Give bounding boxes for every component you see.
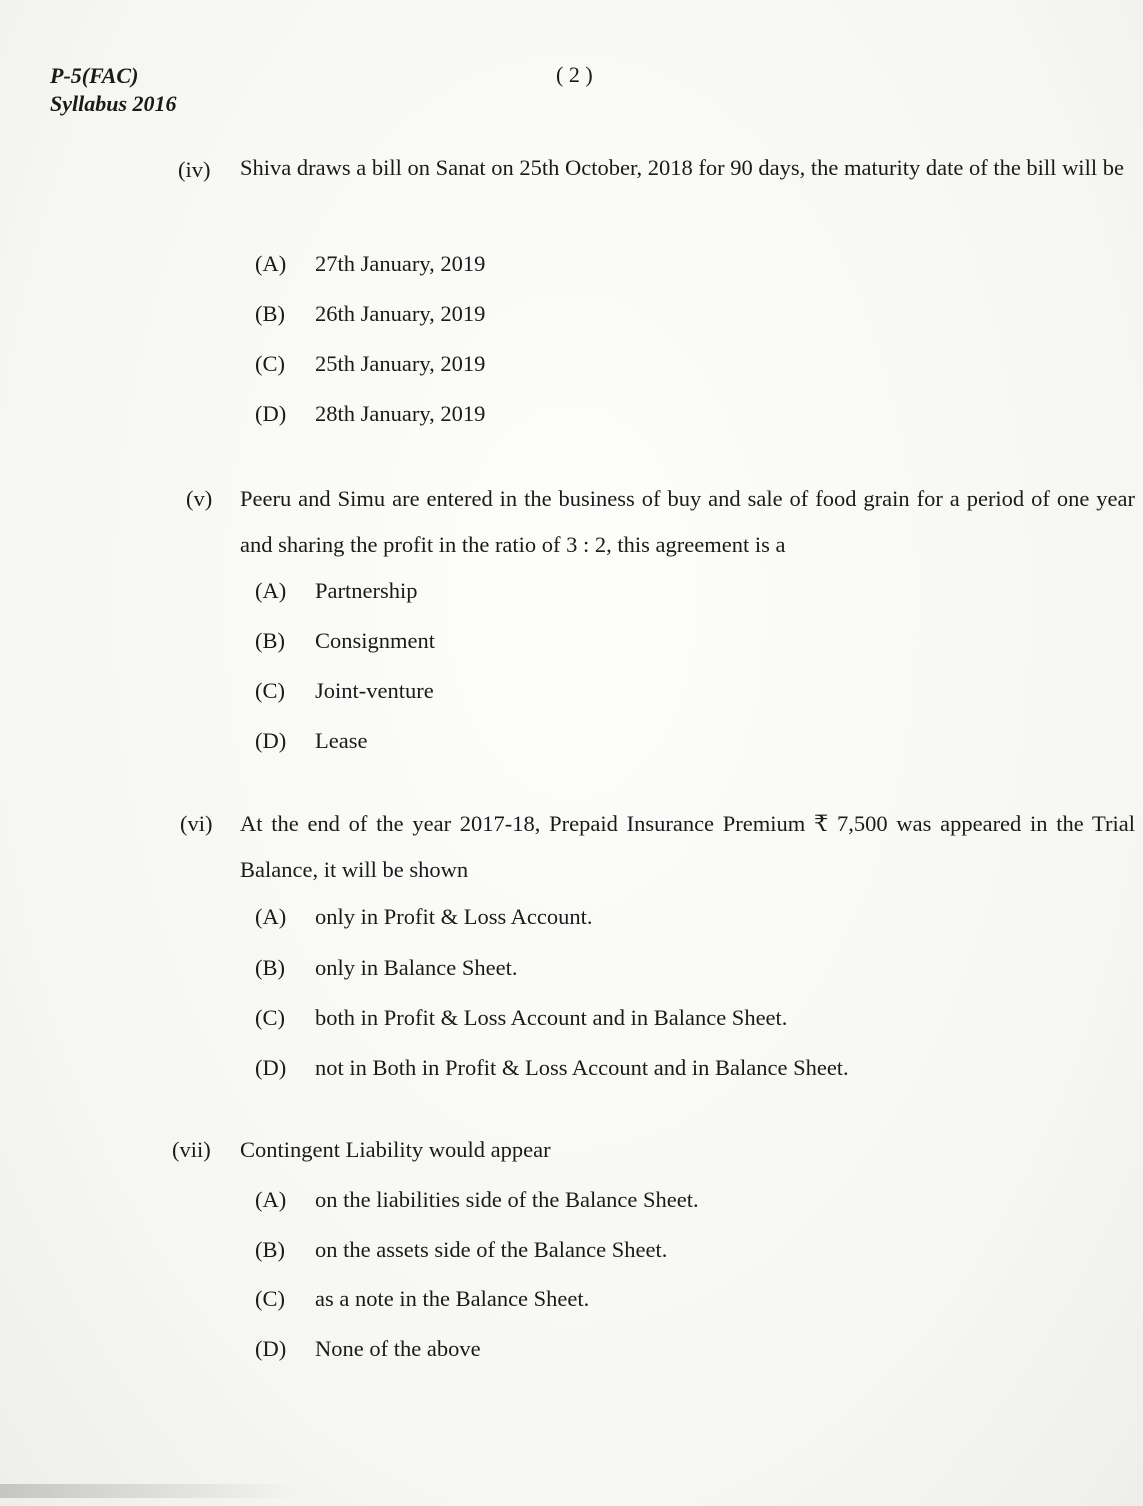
option-letter: (A)	[255, 1187, 287, 1212]
option-text: 26th January, 2019	[315, 301, 486, 326]
paper-code: P-5(FAC)	[50, 63, 139, 88]
option-letter: (B)	[255, 628, 285, 653]
question-text: Peeru and Simu are entered in the business of buy and sale of food grain for a period of one year and sharing the profit in the ratio of 3 : 2, this agreement is a	[240, 486, 1135, 557]
option-letter: (D)	[255, 401, 287, 426]
option-letter: (B)	[255, 301, 285, 326]
option-text: Joint-venture	[315, 678, 434, 703]
option-text: Consignment	[315, 628, 436, 653]
question-number: (iv)	[178, 157, 211, 182]
option-letter: (D)	[255, 728, 287, 753]
option-letter: (A)	[255, 251, 287, 276]
option-b	[255, 1236, 667, 1264]
option-text: None of the above	[315, 1336, 481, 1361]
option-letter: (B)	[255, 955, 285, 980]
option-letter: (C)	[255, 351, 285, 376]
question-text: Shiva draws a bill on Sanat on 25th October, 2018 for 90 days, the maturity date of the bill will be	[240, 155, 1124, 180]
syllabus-label: Syllabus 2016	[50, 91, 177, 116]
option-b	[255, 954, 517, 982]
option-text: Partnership	[315, 578, 418, 603]
question-number: (vi)	[180, 811, 213, 836]
option-text: on the liabilities side of the Balance Sheet.	[315, 1187, 699, 1212]
option-letter: (B)	[255, 1237, 285, 1262]
option-text: 28th January, 2019	[315, 401, 486, 426]
option-text: as a note in the Balance Sheet.	[315, 1286, 590, 1311]
option-a	[255, 903, 593, 931]
option-d	[255, 1335, 481, 1363]
paper-header	[50, 62, 177, 118]
option-letter: (A)	[255, 904, 287, 929]
option-a	[255, 250, 485, 278]
option-d	[255, 400, 485, 428]
option-b	[255, 300, 485, 328]
option-text: only in Profit & Loss Account.	[315, 904, 593, 929]
option-c	[255, 1285, 589, 1313]
option-text: on the assets side of the Balance Sheet.	[315, 1237, 668, 1262]
option-text: both in Profit & Loss Account and in Balance Sheet.	[315, 1005, 788, 1030]
option-d	[255, 1054, 849, 1082]
option-c	[255, 1004, 787, 1032]
option-letter: (A)	[255, 578, 287, 603]
option-text: not in Both in Profit & Loss Account and in Balance Sheet.	[315, 1055, 849, 1080]
option-letter: (C)	[255, 1005, 285, 1030]
option-text: Lease	[315, 728, 368, 753]
option-text: 25th January, 2019	[315, 351, 486, 376]
option-d	[255, 727, 367, 755]
scan-shadow	[0, 1484, 300, 1498]
option-text: only in Balance Sheet.	[315, 955, 518, 980]
option-a	[255, 1186, 699, 1214]
option-letter: (D)	[255, 1336, 287, 1361]
option-letter: (D)	[255, 1055, 287, 1080]
option-letter: (C)	[255, 1286, 285, 1311]
option-letter: (C)	[255, 678, 285, 703]
option-a	[255, 577, 417, 605]
question-number: (vii)	[172, 1137, 211, 1162]
option-text: 27th January, 2019	[315, 251, 486, 276]
question-text: Contingent Liability would appear	[240, 1137, 551, 1162]
page-number: ( 2 )	[556, 62, 593, 87]
question-number: (v)	[186, 486, 213, 511]
option-b	[255, 627, 435, 655]
option-c	[255, 677, 434, 705]
option-c	[255, 350, 485, 378]
question-text: At the end of the year 2017-18, Prepaid Insurance Premium ₹ 7,500 was appeared in the Trial Balance, it will be shown	[240, 811, 1135, 882]
